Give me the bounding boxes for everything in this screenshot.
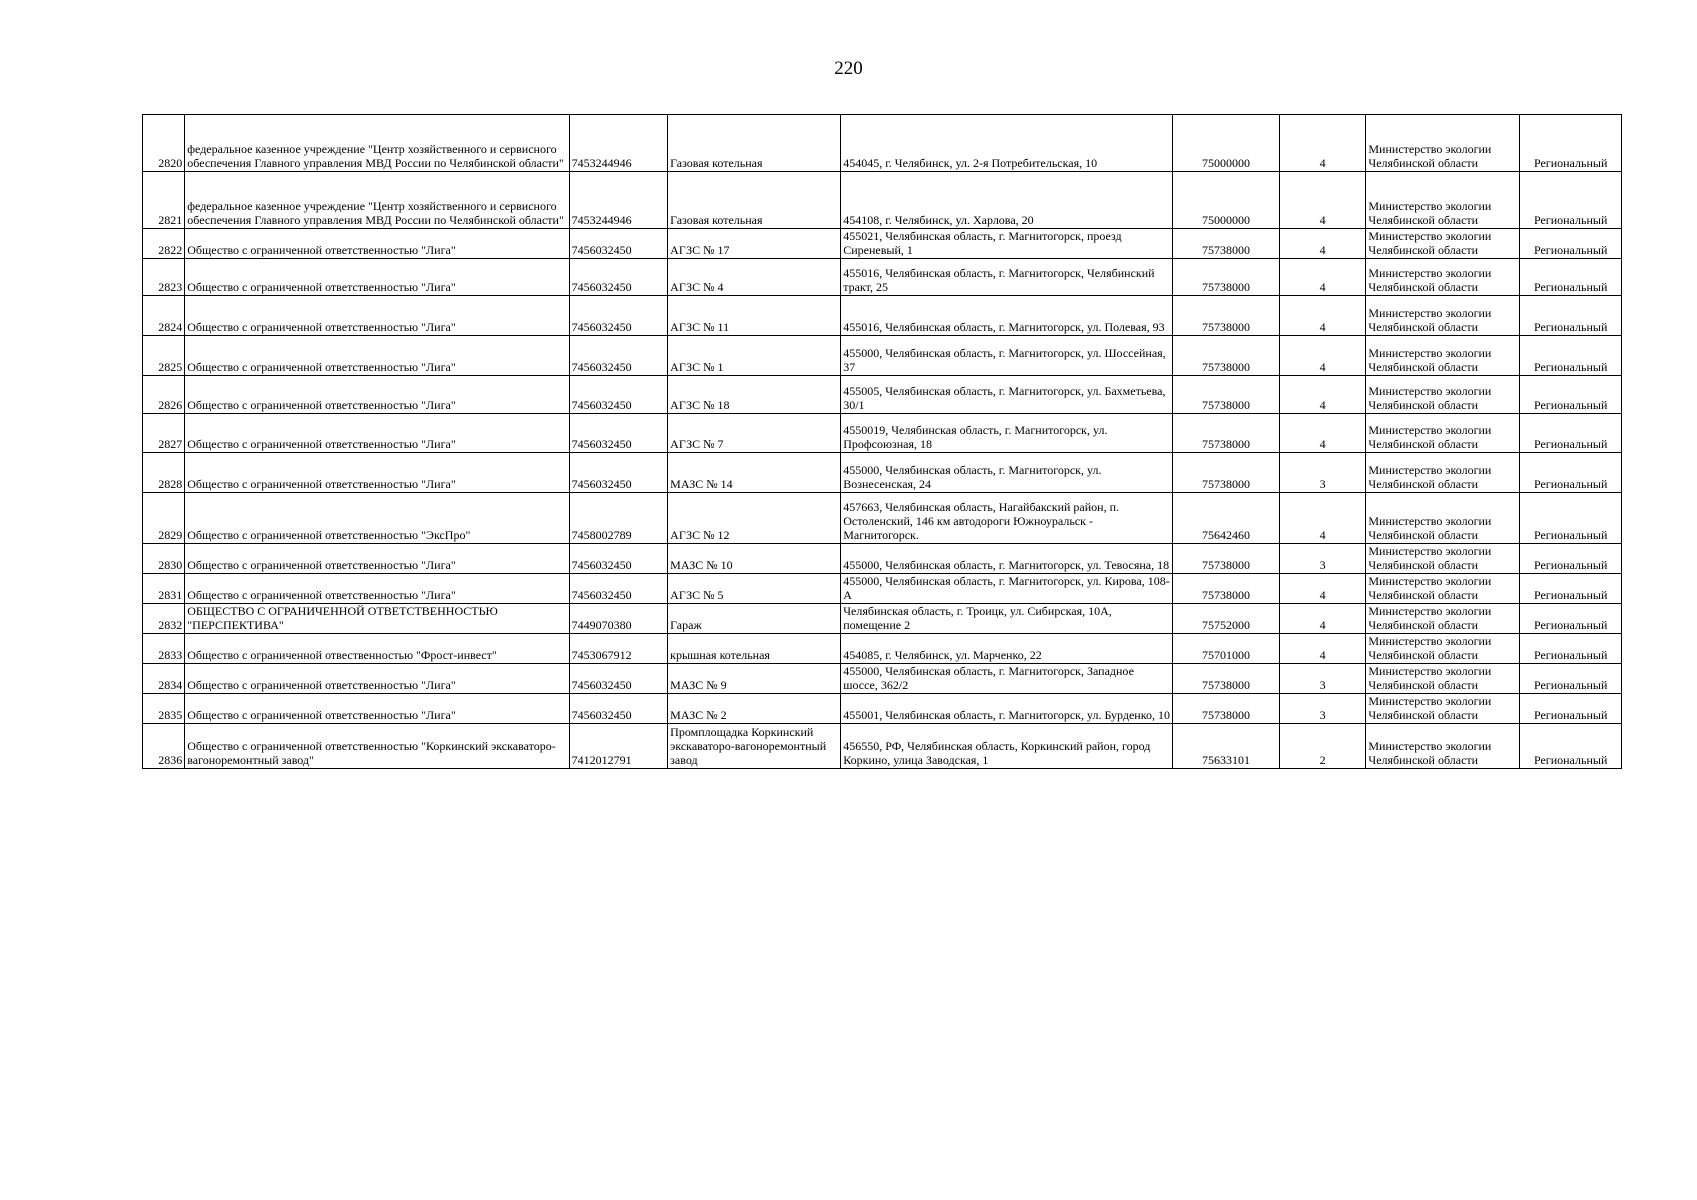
organization-name: Общество с ограниченной ответственностью "Лига"	[185, 376, 569, 414]
oktmo-code: 75738000	[1173, 414, 1280, 453]
object-name: крышная котельная	[668, 634, 841, 664]
inn-value: 7453067912	[569, 634, 668, 664]
object-category: 3	[1279, 453, 1366, 493]
object-category: 4	[1279, 376, 1366, 414]
supervision-level: Региональный	[1520, 259, 1622, 296]
object-category: 3	[1279, 664, 1366, 694]
object-category: 3	[1279, 694, 1366, 724]
supervision-level: Региональный	[1520, 229, 1622, 259]
row-number: 2828	[143, 453, 185, 493]
object-category: 4	[1279, 172, 1366, 229]
object-category: 4	[1279, 493, 1366, 544]
inn-value: 7412012791	[569, 724, 668, 769]
table-row	[143, 724, 1622, 769]
oktmo-code: 75000000	[1173, 115, 1280, 172]
object-name: АГЗС № 11	[668, 296, 841, 336]
registry-rows	[143, 115, 1622, 769]
table-row	[143, 172, 1622, 229]
object-category: 4	[1279, 259, 1366, 296]
table-row	[143, 604, 1622, 634]
oktmo-code: 75738000	[1173, 296, 1280, 336]
supervising-authority: Министерство экологии Челябинской области	[1366, 634, 1520, 664]
oktmo-code: 75701000	[1173, 634, 1280, 664]
organization-name: Общество с ограниченной ответственностью "Лига"	[185, 259, 569, 296]
row-number: 2820	[143, 115, 185, 172]
oktmo-code: 75738000	[1173, 453, 1280, 493]
object-category: 4	[1279, 229, 1366, 259]
object-address: 454085, г. Челябинск, ул. Марченко, 22	[841, 634, 1173, 664]
object-address: 454108, г. Челябинск, ул. Харлова, 20	[841, 172, 1173, 229]
object-address: 457663, Челябинская область, Нагайбакский район, п. Остоленский, 146 км автодороги Южноуральск - Магнитогорск.	[841, 493, 1173, 544]
inn-value: 7453244946	[569, 115, 668, 172]
table-row	[143, 336, 1622, 376]
inn-value: 7458002789	[569, 493, 668, 544]
table-row	[143, 634, 1622, 664]
object-category: 3	[1279, 544, 1366, 574]
oktmo-code: 75738000	[1173, 229, 1280, 259]
object-category: 4	[1279, 336, 1366, 376]
organization-name: ОБЩЕСТВО С ОГРАНИЧЕННОЙ ОТВЕТСТВЕННОСТЬЮ "ПЕРСПЕКТИВА"	[185, 604, 569, 634]
organization-name: Общество с ограниченной ответственностью "Лига"	[185, 414, 569, 453]
object-name: АГЗС № 4	[668, 259, 841, 296]
organization-name: Общество с ограниченной ответственностью "Коркинский экскаваторо-вагоноремонтный завод"	[185, 724, 569, 769]
supervision-level: Региональный	[1520, 694, 1622, 724]
oktmo-code: 75738000	[1173, 376, 1280, 414]
inn-value: 7456032450	[569, 414, 668, 453]
row-number: 2822	[143, 229, 185, 259]
row-number: 2833	[143, 634, 185, 664]
inn-value: 7456032450	[569, 694, 668, 724]
object-name: АГЗС № 5	[668, 574, 841, 604]
supervision-level: Региональный	[1520, 664, 1622, 694]
organization-name: Общество с ограниченной ответственностью "Лига"	[185, 574, 569, 604]
row-number: 2824	[143, 296, 185, 336]
organization-name: Общество с ограниченной ответственностью "Лига"	[185, 453, 569, 493]
object-address: 455016, Челябинская область, г. Магнитогорск, ул. Полевая, 93	[841, 296, 1173, 336]
object-address: 454045, г. Челябинск, ул. 2-я Потребительская, 10	[841, 115, 1173, 172]
supervision-level: Региональный	[1520, 574, 1622, 604]
organization-name: Общество с ограниченной ответственностью "Лига"	[185, 694, 569, 724]
object-name: МАЗС № 14	[668, 453, 841, 493]
supervising-authority: Министерство экологии Челябинской области	[1366, 544, 1520, 574]
inn-value: 7449070380	[569, 604, 668, 634]
supervising-authority: Министерство экологии Челябинской области	[1366, 574, 1520, 604]
supervision-level: Региональный	[1520, 544, 1622, 574]
object-address: 455000, Челябинская область, г. Магнитогорск, Западное шоссе, 362/2	[841, 664, 1173, 694]
organization-name: Общество с ограниченной отвественностью "Фрост-инвест"	[185, 634, 569, 664]
object-address: Челябинская область, г. Троицк, ул. Сибирская, 10А, помещение 2	[841, 604, 1173, 634]
object-category: 4	[1279, 634, 1366, 664]
organization-name: Общество с ограниченной ответственностью "Лига"	[185, 296, 569, 336]
supervising-authority: Министерство экологии Челябинской области	[1366, 376, 1520, 414]
oktmo-code: 75752000	[1173, 604, 1280, 634]
oktmo-code: 75738000	[1173, 259, 1280, 296]
supervision-level: Региональный	[1520, 296, 1622, 336]
inn-value: 7456032450	[569, 574, 668, 604]
table-row	[143, 115, 1622, 172]
supervision-level: Региональный	[1520, 336, 1622, 376]
object-address: 455000, Челябинская область, г. Магнитогорск, ул. Кирова, 108-А	[841, 574, 1173, 604]
supervising-authority: Министерство экологии Челябинской области	[1366, 664, 1520, 694]
supervision-level: Региональный	[1520, 453, 1622, 493]
supervision-level: Региональный	[1520, 115, 1622, 172]
organization-name: федеральное казенное учреждение "Центр хозяйственного и сервисного обеспечения Главного управления МВД России по Челябинской области"	[185, 172, 569, 229]
row-number: 2821	[143, 172, 185, 229]
oktmo-code: 75738000	[1173, 544, 1280, 574]
inn-value: 7456032450	[569, 229, 668, 259]
supervising-authority: Министерство экологии Челябинской области	[1366, 229, 1520, 259]
object-address: 456550, РФ, Челябинская область, Коркинский район, город Коркино, улица Заводская, 1	[841, 724, 1173, 769]
object-name: АГЗС № 12	[668, 493, 841, 544]
object-category: 4	[1279, 604, 1366, 634]
object-name: МАЗС № 9	[668, 664, 841, 694]
oktmo-code: 75633101	[1173, 724, 1280, 769]
supervising-authority: Министерство экологии Челябинской области	[1366, 115, 1520, 172]
oktmo-code: 75738000	[1173, 336, 1280, 376]
object-address: 4550019, Челябинская область, г. Магнитогорск, ул. Профсоюзная, 18	[841, 414, 1173, 453]
table-row	[143, 493, 1622, 544]
supervision-level: Региональный	[1520, 634, 1622, 664]
registry-table	[142, 114, 1622, 769]
table-row	[143, 296, 1622, 336]
supervising-authority: Министерство экологии Челябинской области	[1366, 296, 1520, 336]
supervision-level: Региональный	[1520, 414, 1622, 453]
object-category: 4	[1279, 574, 1366, 604]
organization-name: Общество с ограниченной ответственностью "Лига"	[185, 544, 569, 574]
supervising-authority: Министерство экологии Челябинской области	[1366, 336, 1520, 376]
object-address: 455016, Челябинская область, г. Магнитогорск, Челябинский тракт, 25	[841, 259, 1173, 296]
table-row	[143, 376, 1622, 414]
inn-value: 7456032450	[569, 664, 668, 694]
oktmo-code: 75738000	[1173, 664, 1280, 694]
table-row	[143, 453, 1622, 493]
organization-name: Общество с ограниченной ответственностью "Лига"	[185, 664, 569, 694]
table-row	[143, 259, 1622, 296]
supervising-authority: Министерство экологии Челябинской области	[1366, 453, 1520, 493]
object-address: 455001, Челябинская область, г. Магнитогорск, ул. Бурденко, 10	[841, 694, 1173, 724]
table-row	[143, 664, 1622, 694]
object-name: Промплощадка Коркинский экскаваторо-вагоноремонтный завод	[668, 724, 841, 769]
row-number: 2829	[143, 493, 185, 544]
supervision-level: Региональный	[1520, 172, 1622, 229]
supervising-authority: Министерство экологии Челябинской области	[1366, 414, 1520, 453]
row-number: 2832	[143, 604, 185, 634]
row-number: 2835	[143, 694, 185, 724]
object-name: АГЗС № 1	[668, 336, 841, 376]
object-name: МАЗС № 10	[668, 544, 841, 574]
row-number: 2825	[143, 336, 185, 376]
object-category: 4	[1279, 296, 1366, 336]
inn-value: 7456032450	[569, 296, 668, 336]
oktmo-code: 75000000	[1173, 172, 1280, 229]
inn-value: 7456032450	[569, 453, 668, 493]
row-number: 2836	[143, 724, 185, 769]
object-category: 4	[1279, 414, 1366, 453]
row-number: 2834	[143, 664, 185, 694]
oktmo-code: 75738000	[1173, 574, 1280, 604]
supervising-authority: Министерство экологии Челябинской области	[1366, 259, 1520, 296]
table-row	[143, 544, 1622, 574]
object-address: 455000, Челябинская область, г. Магнитогорск, ул. Вознесенская, 24	[841, 453, 1173, 493]
object-address: 455005, Челябинская область, г. Магнитогорск, ул. Бахметьева, 30/1	[841, 376, 1173, 414]
oktmo-code: 75738000	[1173, 694, 1280, 724]
supervision-level: Региональный	[1520, 604, 1622, 634]
object-address: 455000, Челябинская область, г. Магнитогорск, ул. Тевосяна, 18	[841, 544, 1173, 574]
object-name: АГЗС № 17	[668, 229, 841, 259]
object-address: 455021, Челябинская область, г. Магнитогорск, проезд Сиреневый, 1	[841, 229, 1173, 259]
object-name: Гараж	[668, 604, 841, 634]
inn-value: 7456032450	[569, 336, 668, 376]
object-name: МАЗС № 2	[668, 694, 841, 724]
organization-name: Общество с ограниченной ответственностью "Лига"	[185, 229, 569, 259]
page-number: 220	[834, 58, 863, 79]
object-category: 4	[1279, 115, 1366, 172]
object-category: 2	[1279, 724, 1366, 769]
row-number: 2823	[143, 259, 185, 296]
object-name: АГЗС № 18	[668, 376, 841, 414]
supervising-authority: Министерство экологии Челябинской области	[1366, 694, 1520, 724]
supervising-authority: Министерство экологии Челябинской области	[1366, 724, 1520, 769]
organization-name: Общество с ограниченной ответственностью "Лига"	[185, 336, 569, 376]
row-number: 2831	[143, 574, 185, 604]
object-name: Газовая котельная	[668, 115, 841, 172]
inn-value: 7453244946	[569, 172, 668, 229]
table-row	[143, 414, 1622, 453]
row-number: 2827	[143, 414, 185, 453]
object-name: АГЗС № 7	[668, 414, 841, 453]
table-row	[143, 694, 1622, 724]
supervision-level: Региональный	[1520, 493, 1622, 544]
table-row	[143, 574, 1622, 604]
table-row	[143, 229, 1622, 259]
inn-value: 7456032450	[569, 376, 668, 414]
supervision-level: Региональный	[1520, 376, 1622, 414]
supervising-authority: Министерство экологии Челябинской области	[1366, 172, 1520, 229]
supervision-level: Региональный	[1520, 724, 1622, 769]
organization-name: Общество с ограниченной ответственностью "ЭксПро"	[185, 493, 569, 544]
row-number: 2826	[143, 376, 185, 414]
supervising-authority: Министерство экологии Челябинской области	[1366, 604, 1520, 634]
supervising-authority: Министерство экологии Челябинской области	[1366, 493, 1520, 544]
organization-name: федеральное казенное учреждение "Центр хозяйственного и сервисного обеспечения Главного управления МВД России по Челябинской области"	[185, 115, 569, 172]
oktmo-code: 75642460	[1173, 493, 1280, 544]
inn-value: 7456032450	[569, 544, 668, 574]
object-address: 455000, Челябинская область, г. Магнитогорск, ул. Шоссейная, 37	[841, 336, 1173, 376]
row-number: 2830	[143, 544, 185, 574]
inn-value: 7456032450	[569, 259, 668, 296]
object-name: Газовая котельная	[668, 172, 841, 229]
